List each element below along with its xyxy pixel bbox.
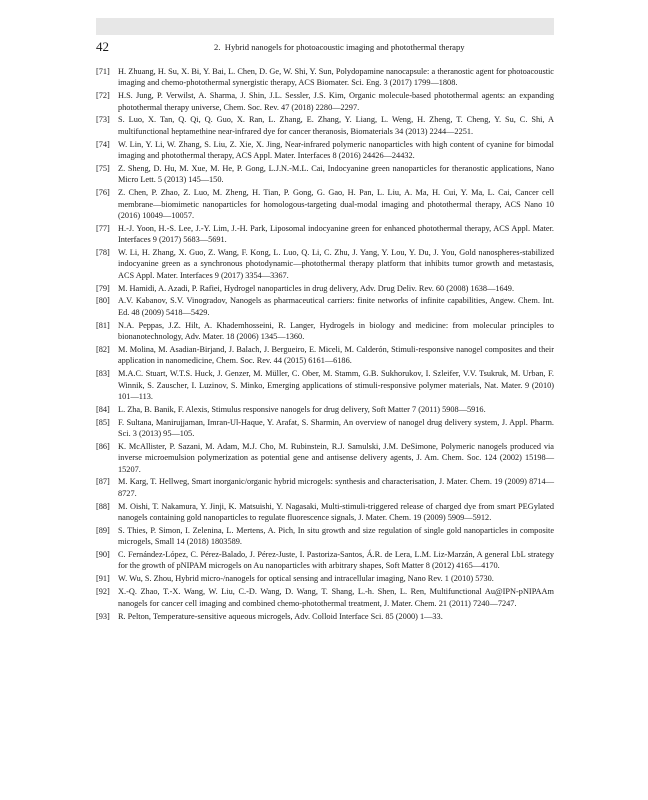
reference-number: [76] <box>96 188 110 198</box>
reference-text: H. Zhuang, H. Su, X. Bi, Y. Bai, L. Chen, D. Ge, W. Shi, Y. Sun, Polydopamine nanocapsule: a theranostic agent for photoacoustic imaging and chemo-photothermal synergistic therapy, ACS Biomater. Sci. Eng. 3 (2017) 1799—1808. <box>118 67 554 88</box>
reference-text: N.A. Peppas, J.Z. Hilt, A. Khademhosseini, R. Langer, Hydrogels in biology and medicine: from molecular principles to bionanotechnology, Adv. Mater. 18 (2006) 1345—1360. <box>118 320 554 342</box>
reference-number: [80] <box>96 296 110 306</box>
reference-text: Z. Chen, P. Zhao, Z. Luo, M. Zheng, H. Tian, P. Gong, G. Gao, H. Pan, L. Liu, A. Ma, H. Cui, Y. Ma, L. Cai, Cancer cell membrane—biomimetic nanoparticles for homologous-targeting dual-modal imaging and photothermal therapy, ACS Nano 10 (2016) 10049—10057. <box>118 188 554 220</box>
reference-number: [83] <box>96 369 110 379</box>
header-band <box>96 18 554 35</box>
reference-number: [82] <box>96 344 110 354</box>
reference-text: X.-Q. Zhao, T.-X. Wang, W. Liu, C.-D. Wang, D. Wang, T. Shang, L.-h. Shen, L. Ren, Multifunctional Au@IPN-pNIPAAm nanogels for cancer cell imaging and combined chemo-photothermal treatment, J. Mater. Chem. 21 (2011) 7240—7247. <box>118 587 554 608</box>
reference-text: F. Sultana, Manirujjaman, Imran-Ul-Haque, Y. Arafat, S. Sharmin, An overview of nanogel drug delivery system, J. Appl. Pharm. Sci. 3 (2013) 95—105. <box>118 417 554 438</box>
reference-item <box>96 90 554 113</box>
reference-number: [91] <box>96 574 110 584</box>
reference-number: [75] <box>96 163 110 173</box>
reference-number: [73] <box>96 115 110 125</box>
reference-item <box>96 320 554 343</box>
reference-item <box>96 187 554 221</box>
reference-number: [89] <box>96 525 110 535</box>
reference-text: W. Lin, Y. Li, W. Zhang, S. Liu, Z. Xie, X. Jing, Near-infrared polymeric nanoparticles with high content of cyanine for bimodal imaging and photothermal therapy, ACS Appl. Mater. Interfaces 8 (2016) 24426—24432. <box>118 139 554 161</box>
reference-item <box>96 417 554 440</box>
reference-text: S. Luo, X. Tan, Q. Qi, Q. Guo, X. Ran, L. Zhang, E. Zhang, Y. Liang, L. Weng, H. Zheng, T. Cheng, Y. Su, C. Shi, A multifunctional heptamethine near-infrared dye for cancer theranosis, Biomaterials 34 (2013) 2244—2251. <box>118 115 554 136</box>
reference-text: M. Oishi, T. Nakamura, Y. Jinji, K. Matsuishi, Y. Nagasaki, Multi-stimuli-triggered release of charged dye from smart PEGylated nanogels containing gold nanoparticles to regulate fluorescence signals, J. Mater. Chem. 19 (2009) 5909—5912. <box>118 501 554 523</box>
reference-item <box>96 66 554 89</box>
reference-item <box>96 247 554 281</box>
reference-text: M. Karg, T. Hellweg, Smart inorganic/organic hybrid microgels: synthesis and characterisation, J. Mater. Chem. 19 (2009) 8714—8727. <box>118 477 554 498</box>
reference-number: [88] <box>96 501 110 511</box>
reference-item <box>96 139 554 162</box>
reference-item <box>96 525 554 548</box>
chapter-title: 2. Hybrid nanogels for photoacoustic imaging and photothermal therapy <box>214 42 465 52</box>
reference-number: [90] <box>96 550 110 560</box>
reference-item <box>96 549 554 572</box>
reference-text: Z. Sheng, D. Hu, M. Xue, M. He, P. Gong, L.J.N.-M.L. Cai, Indocyanine green nanoparticles for theranostic applications, Nano Micro Lett. 5 (2013) 145—150. <box>118 163 554 185</box>
reference-number: [77] <box>96 223 110 233</box>
reference-text: M.A.C. Stuart, W.T.S. Huck, J. Genzer, M. Müller, C. Ober, M. Stamm, G.B. Sukhorukov, I. Szleifer, V.V. Tsukruk, M. Urban, F. Winnik, S. Zauscher, I. Luzinov, S. Minko, Emerging applications of stimuli-responsive polymer materials, Nat. Mater. 9 (2010) 101—113. <box>118 369 554 401</box>
reference-number: [78] <box>96 247 110 257</box>
reference-list <box>96 66 554 623</box>
reference-text: H.-J. Yoon, H.-S. Lee, J.-Y. Lim, J.-H. Park, Liposomal indocyanine green for enhanced photothermal therapy, ACS Appl. Mater. Interfaces 9 (2017) 5683—5691. <box>118 223 554 245</box>
reference-item <box>96 586 554 609</box>
reference-number: [72] <box>96 91 110 101</box>
reference-number: [92] <box>96 587 110 597</box>
reference-number: [71] <box>96 67 110 76</box>
reference-text: C. Fernández-López, C. Pérez-Balado, J. Pérez-Juste, I. Pastoriza-Santos, Á.R. de Lera, L.M. Liz-Marzán, A general LbL strategy for the growth of pNIPAM microgels on Au nanoparticles with arbitrary shapes, Soft Matter 8 (2012) 4165—4170. <box>118 550 554 571</box>
reference-item <box>96 501 554 524</box>
reference-item <box>96 283 554 294</box>
reference-text: W. Wu, S. Zhou, Hybrid micro-/nanogels for optical sensing and intracellular imaging, Nano Rev. 1 (2010) 5730. <box>118 574 494 584</box>
reference-text: H.S. Jung, P. Verwilst, A. Sharma, J. Shin, J.L. Sessler, J.S. Kim, Organic molecule-based photothermal agents: an expanding photothermal therapy universe, Chem. Soc. Rev. 47 (2018) 2280—2297. <box>118 91 554 112</box>
reference-item <box>96 441 554 475</box>
reference-number: [87] <box>96 477 110 487</box>
reference-text: A.V. Kabanov, S.V. Vinogradov, Nanogels as pharmaceutical carriers: finite networks of infinite capabilities, Angew. Chem. Int. Ed. 48 (2009) 5418—5429. <box>118 296 554 317</box>
reference-text: L. Zha, B. Banik, F. Alexis, Stimulus responsive nanogels for drug delivery, Soft Matter 7 (2011) 5908—5916. <box>118 404 486 414</box>
reference-text: M. Molina, M. Asadian-Birjand, J. Balach, J. Bergueiro, E. Miceli, M. Calderón, Stimuli-responsive nanogel composites and their application in nanomedicine, Chem. Soc. Rev. 44 (2015) 6161—6186. <box>118 344 554 366</box>
reference-number: [93] <box>96 611 110 621</box>
running-head <box>96 38 554 56</box>
reference-text: W. Li, H. Zhang, X. Guo, Z. Wang, F. Kong, L. Luo, Q. Li, C. Zhu, J. Yang, Y. Lou, Y. Du, J. You, Gold nanospheres-stabilized indocyanine green as a synchronous photodynamic—photothermal therapy platform that inhibits tumor growth and metastasis, ACS Appl. Mater. Interfaces 9 (2017) 3354—3367. <box>118 247 554 280</box>
reference-number: [79] <box>96 283 110 293</box>
reference-number: [74] <box>96 139 110 149</box>
reference-item <box>96 368 554 402</box>
reference-number: [85] <box>96 417 110 427</box>
reference-text: K. McAllister, P. Sazani, M. Adam, M.J. Cho, M. Rubinstein, R.J. Samulski, J.M. DeSimone, Polymeric nanogels produced via inverse microemulsion polymerization as potential gene and antisense delivery agents, J. Am. Chem. Soc. 124 (2002) 15198—15207. <box>118 441 554 474</box>
page-number: 42 <box>96 39 109 54</box>
reference-text: M. Hamidi, A. Azadi, P. Rafiei, Hydrogel nanoparticles in drug delivery, Adv. Drug Deliv. Rev. 60 (2008) 1638—1649. <box>118 283 515 293</box>
reference-item <box>96 573 554 584</box>
reference-item <box>96 611 554 622</box>
reference-number: [84] <box>96 404 110 414</box>
reference-item <box>96 114 554 137</box>
reference-text: S. Thies, P. Simon, I. Zelenina, L. Mertens, A. Pich, In situ growth and size regulation of single gold nanoparticles in composite microgels, Small 14 (2018) 1803589. <box>118 525 554 547</box>
reference-item <box>96 295 554 318</box>
reference-item <box>96 404 554 415</box>
reference-item <box>96 223 554 246</box>
reference-text: R. Pelton, Temperature-sensitive aqueous microgels, Adv. Colloid Interface Sci. 85 (2000) 1—33. <box>118 611 443 621</box>
reference-item <box>96 476 554 499</box>
reference-item <box>96 344 554 367</box>
reference-item <box>96 163 554 186</box>
reference-number: [81] <box>96 320 110 330</box>
reference-number: [86] <box>96 441 110 451</box>
